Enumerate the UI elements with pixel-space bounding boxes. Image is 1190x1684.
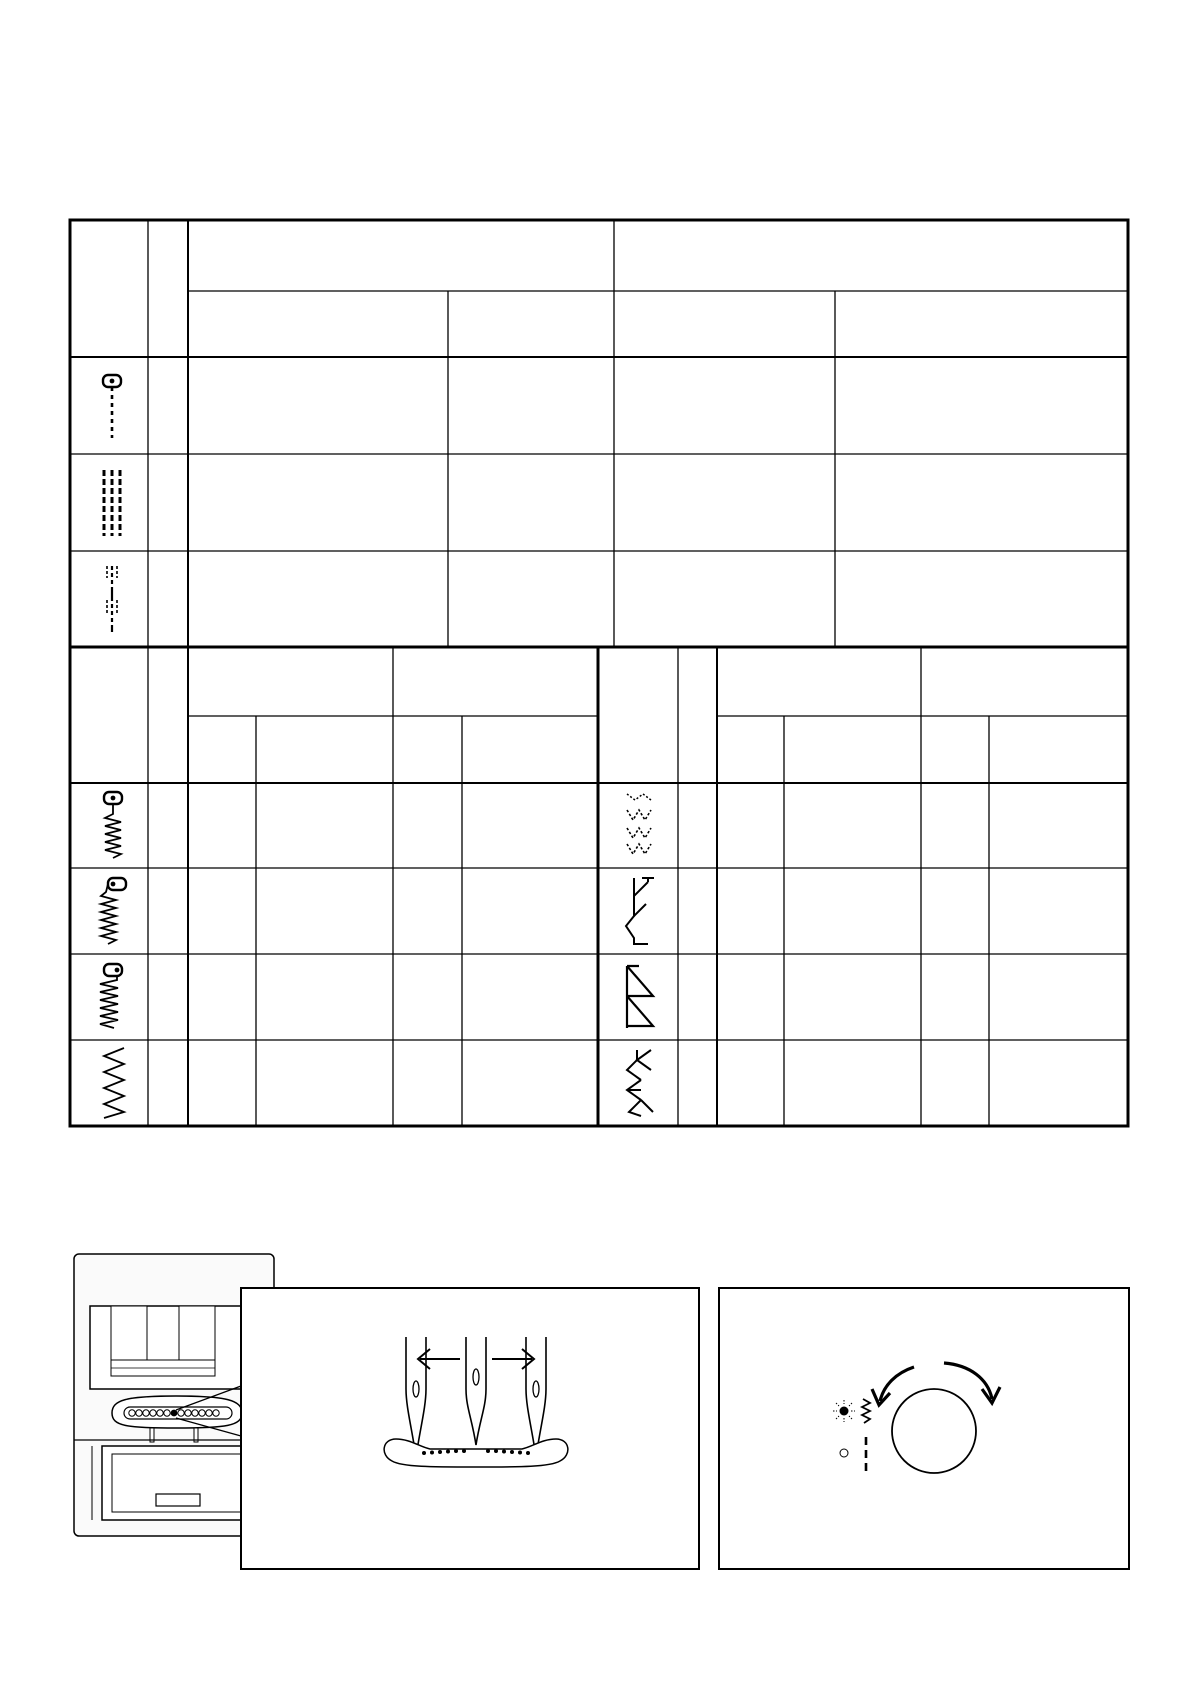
stitch-selector-dial-icon [720,1289,1128,1568]
straight-indicator-off-icon [840,1437,866,1475]
needle-positions-panel [240,1287,700,1570]
dial-knob-icon [892,1389,976,1473]
needle-positions-icon [242,1289,698,1568]
zigzag-indicator-lit-icon [833,1399,870,1423]
stitch-dial-panel [718,1287,1130,1570]
